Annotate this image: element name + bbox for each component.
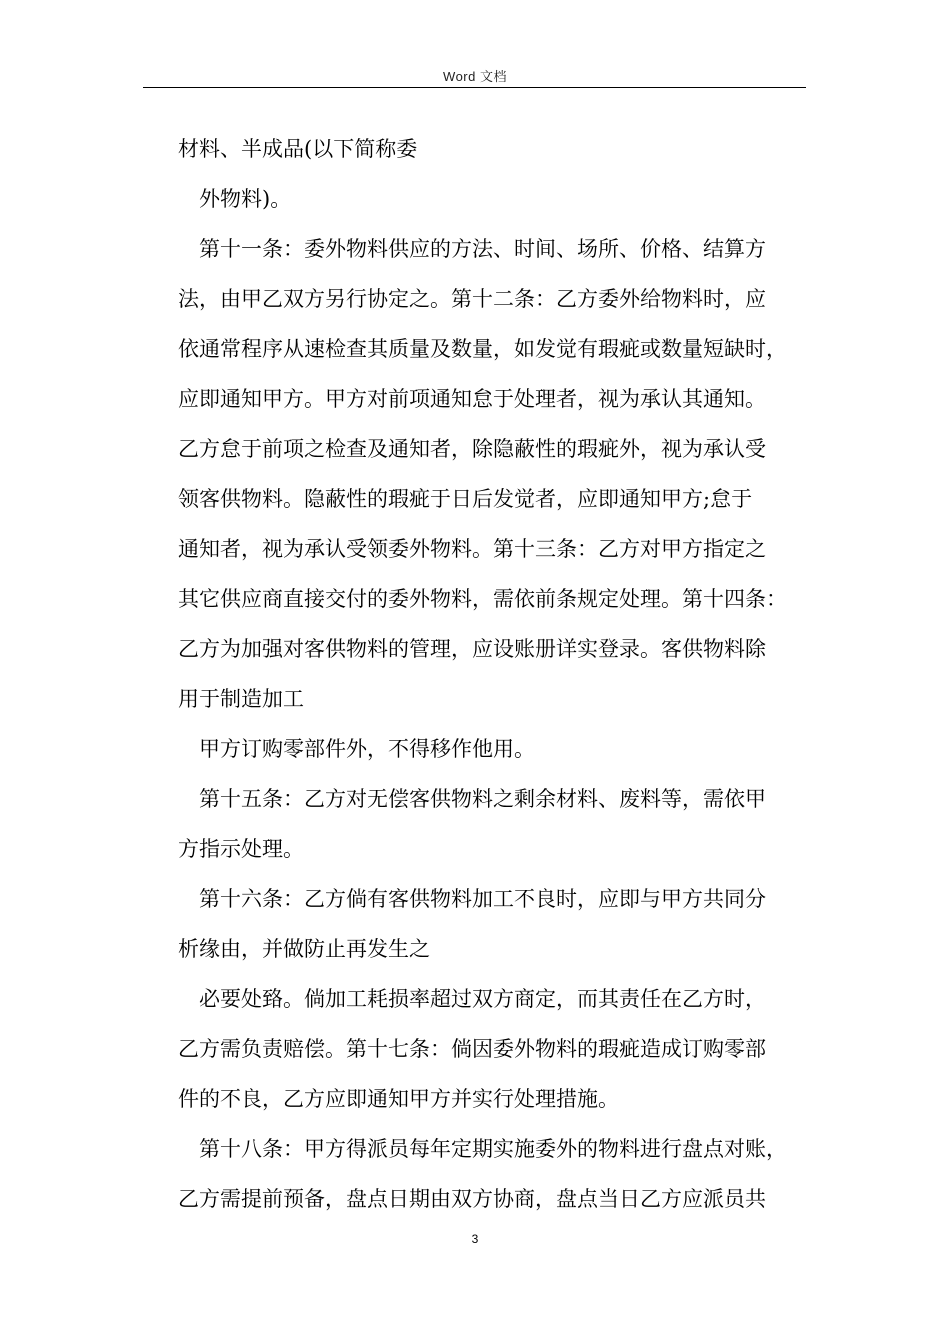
body-line: 通知者，视为承认受领委外物料。第十三条：乙方对甲方指定之	[178, 537, 766, 561]
document-header-title: Word 文档	[443, 69, 507, 84]
body-line: 必要处臵。倘加工耗损率超过双方商定，而其责任在乙方时，	[199, 987, 766, 1011]
body-line: 乙方需负责赔偿。第十七条：倘因委外物料的瑕疵造成订购零部	[178, 1037, 766, 1061]
body-line: 用于制造加工	[178, 687, 304, 711]
body-line: 方指示处理。	[178, 837, 304, 861]
body-line: 领客供物料。隐蔽性的瑕疵于日后发觉者，应即通知甲方;怠于	[178, 487, 753, 511]
body-line: 乙方为加强对客供物料的管理，应设账册详实登录。客供物料除	[178, 637, 766, 661]
body-line: 法，由甲乙双方另行协定之。第十二条：乙方委外给物料时，应	[178, 287, 766, 311]
body-line: 甲方订购零部件外，不得移作他用。	[199, 737, 535, 761]
document-body	[178, 124, 810, 1224]
body-line: 第十五条：乙方对无偿客供物料之剩余材料、废料等，需依甲	[199, 787, 766, 811]
body-line: 应即通知甲方。甲方对前项通知怠于处理者，视为承认其通知。	[178, 387, 766, 411]
body-line: 第十八条：甲方得派员每年定期实施委外的物料进行盘点对账，	[199, 1137, 787, 1161]
body-line: 件的不良，乙方应即通知甲方并实行处理措施。	[178, 1087, 619, 1111]
body-line: 依通常程序从速检查其质量及数量，如发觉有瑕疵或数量短缺时，	[178, 337, 787, 361]
body-line: 第十六条：乙方倘有客供物料加工不良时，应即与甲方共同分	[199, 887, 766, 911]
header-divider	[143, 87, 806, 88]
body-line: 第十一条：委外物料供应的方法、时间、场所、价格、结算方	[199, 237, 766, 261]
page-number: 3	[471, 1232, 479, 1246]
body-line: 材料、半成品(以下简称委	[178, 137, 418, 161]
body-line: 外物料)。	[199, 187, 292, 211]
body-line: 其它供应商直接交付的委外物料，需依前条规定处理。第十四条：	[178, 587, 787, 611]
body-line: 析缘由，并做防止再发生之	[178, 937, 430, 961]
body-line: 乙方怠于前项之检查及通知者，除隐蔽性的瑕疵外，视为承认受	[178, 437, 766, 461]
body-line: 乙方需提前预备，盘点日期由双方协商，盘点当日乙方应派员共	[178, 1187, 766, 1211]
